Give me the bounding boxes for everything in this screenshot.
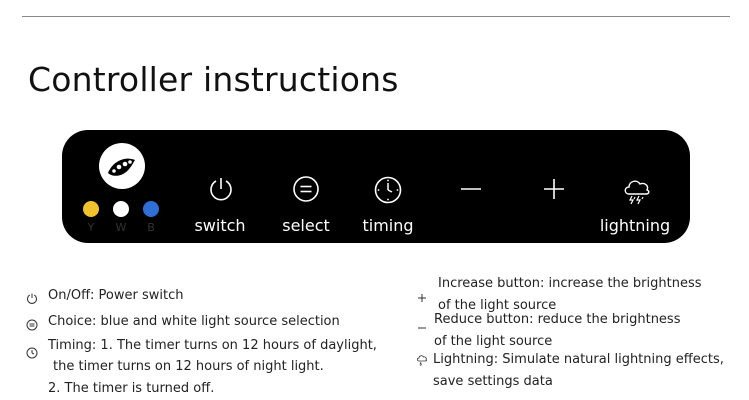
note-reduce-line1: Reduce button: reduce the brightness <box>434 312 681 327</box>
lightning-label: lightning <box>599 216 671 235</box>
lightning-cloud-icon <box>416 354 428 366</box>
switch-label: switch <box>194 216 246 235</box>
select-button[interactable] <box>286 175 326 209</box>
clock-icon <box>373 175 403 205</box>
switch-button[interactable] <box>201 175 241 209</box>
clock-icon <box>26 347 38 359</box>
timing-label: timing <box>362 216 414 235</box>
note-lightning-line1: Lightning: Simulate natural lightning effects, <box>433 352 724 367</box>
note-increase-line1: Increase button: increase the brightness <box>438 276 702 291</box>
note-select: Choice: blue and white light source selection <box>48 314 340 329</box>
select-label: select <box>282 216 330 235</box>
timing-button[interactable] <box>368 175 408 209</box>
increase-button[interactable] <box>534 175 574 209</box>
note-timing-line1: Timing: 1. The timer turns on 12 hours of daylight, <box>48 338 377 353</box>
note-increase-line2: of the light source <box>438 298 557 313</box>
lightning-cloud-icon <box>621 175 653 207</box>
note-timing-line3: 2. The timer is turned off. <box>48 381 215 396</box>
color-dot-white <box>113 201 129 217</box>
decrease-button[interactable] <box>451 175 491 209</box>
minus-icon <box>416 322 428 334</box>
lightning-button[interactable] <box>617 175 657 209</box>
top-divider <box>22 16 730 17</box>
select-icon <box>26 319 38 331</box>
color-dot-label: B <box>147 221 155 234</box>
note-power: On/Off: Power switch <box>48 288 184 303</box>
page-title: Controller instructions <box>28 60 399 99</box>
color-dot-label: W <box>115 221 127 234</box>
plus-icon <box>416 292 428 304</box>
power-icon <box>26 292 38 304</box>
note-timing-line2: the timer turns on 12 hours of night light. <box>53 359 324 374</box>
color-dot-yellow <box>83 201 99 217</box>
note-reduce-line2: of the light source <box>434 334 553 349</box>
minus-icon <box>458 175 484 203</box>
color-dot-blue <box>143 201 159 217</box>
color-dot-label: Y <box>87 221 95 234</box>
note-lightning-line2: save settings data <box>433 374 553 389</box>
select-icon <box>292 175 320 203</box>
plus-icon <box>541 175 567 203</box>
brand-logo <box>99 143 145 189</box>
controller-panel <box>62 130 690 243</box>
power-icon <box>207 175 235 203</box>
